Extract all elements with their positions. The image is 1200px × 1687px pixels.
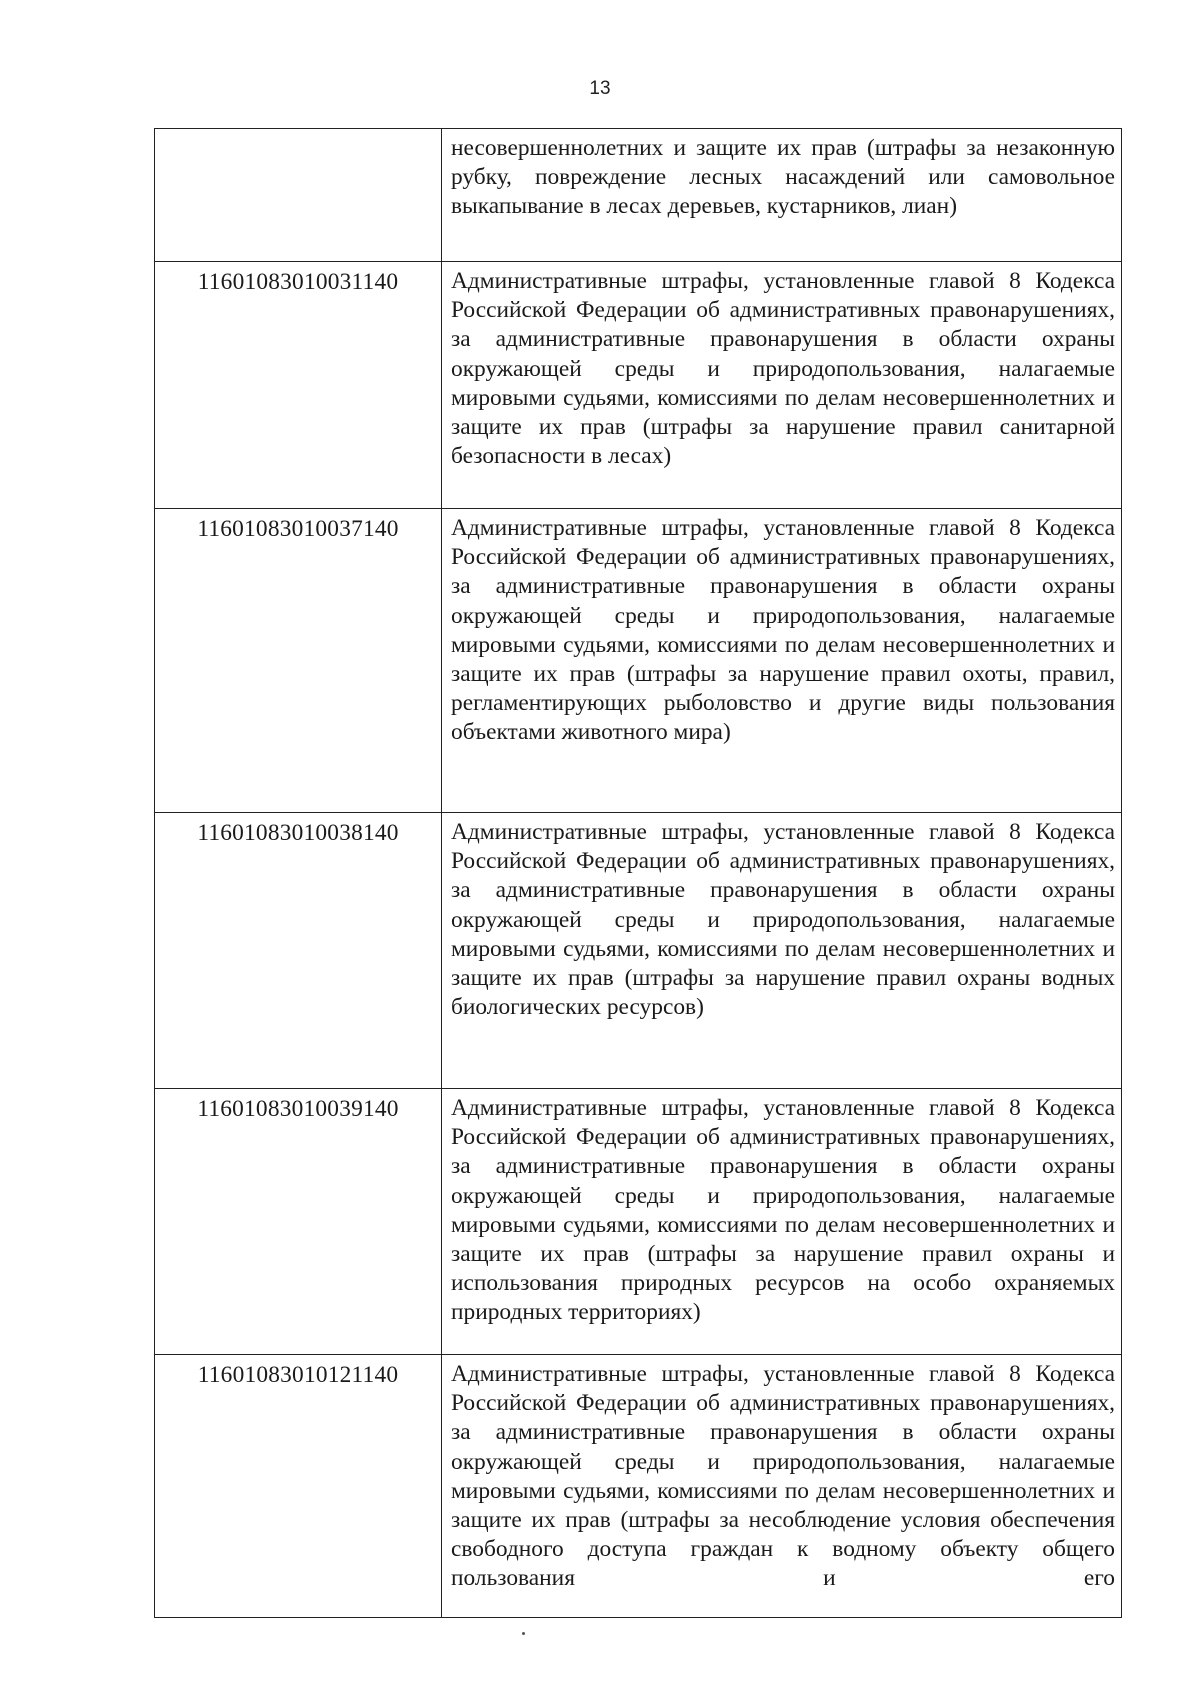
description-cell: Административные штрафы, установленные главой 8 Кодекса Российской Федерации об административных правонарушениях, за административные правонарушения в области охраны окружающей среды и природопользования, налагаемые мировыми судьями, комиссиями по делам несовершеннолетних и защите их прав (штрафы за нарушение правил охраны и использования природных ресурсов на особо охраняемых природных территориях) — [442, 1089, 1122, 1355]
code-cell: 11601083010038140 — [155, 813, 442, 1089]
code-cell: 11601083010031140 — [155, 262, 442, 509]
code-cell: 11601083010121140 — [155, 1355, 442, 1618]
budget-codes-table — [154, 128, 1122, 1618]
table-row — [155, 1089, 1122, 1355]
description-cell: Административные штрафы, установленные главой 8 Кодекса Российской Федерации об административных правонарушениях, за административные правонарушения в области охраны окружающей среды и природопользования, налагаемые мировыми судьями, комиссиями по делам несовершеннолетних и защите их прав (штрафы за несоблюдение условия обеспечения свободного доступа граждан к водному объекту общего пользования и его — [442, 1355, 1122, 1618]
scan-dot-mark — [522, 1632, 525, 1635]
table-row — [155, 262, 1122, 509]
description-cell: Административные штрафы, установленные главой 8 Кодекса Российской Федерации об административных правонарушениях, за административные правонарушения в области охраны окружающей среды и природопользования, налагаемые мировыми судьями, комиссиями по делам несовершеннолетних и защите их прав (штрафы за нарушение правил охоты, правил, регламентирующих рыболовство и другие виды пользования объектами животного мира) — [442, 509, 1122, 813]
table-row — [155, 813, 1122, 1089]
page-number: 13 — [589, 78, 611, 99]
table-row — [155, 129, 1122, 262]
table-row — [155, 509, 1122, 813]
code-cell — [155, 129, 442, 262]
code-cell: 11601083010037140 — [155, 509, 442, 813]
table-row — [155, 1355, 1122, 1618]
description-cell: несовершеннолетних и защите их прав (штрафы за незаконную рубку, повреждение лесных насаждений или самовольное выкапывание в лесах деревьев, кустарников, лиан) — [442, 129, 1122, 262]
code-cell: 11601083010039140 — [155, 1089, 442, 1355]
description-cell: Административные штрафы, установленные главой 8 Кодекса Российской Федерации об административных правонарушениях, за административные правонарушения в области охраны окружающей среды и природопользования, налагаемые мировыми судьями, комиссиями по делам несовершеннолетних и защите их прав (штрафы за нарушение правил санитарной безопасности в лесах) — [442, 262, 1122, 509]
description-cell: Административные штрафы, установленные главой 8 Кодекса Российской Федерации об административных правонарушениях, за административные правонарушения в области охраны окружающей среды и природопользования, налагаемые мировыми судьями, комиссиями по делам несовершеннолетних и защите их прав (штрафы за нарушение правил охраны водных биологических ресурсов) — [442, 813, 1122, 1089]
